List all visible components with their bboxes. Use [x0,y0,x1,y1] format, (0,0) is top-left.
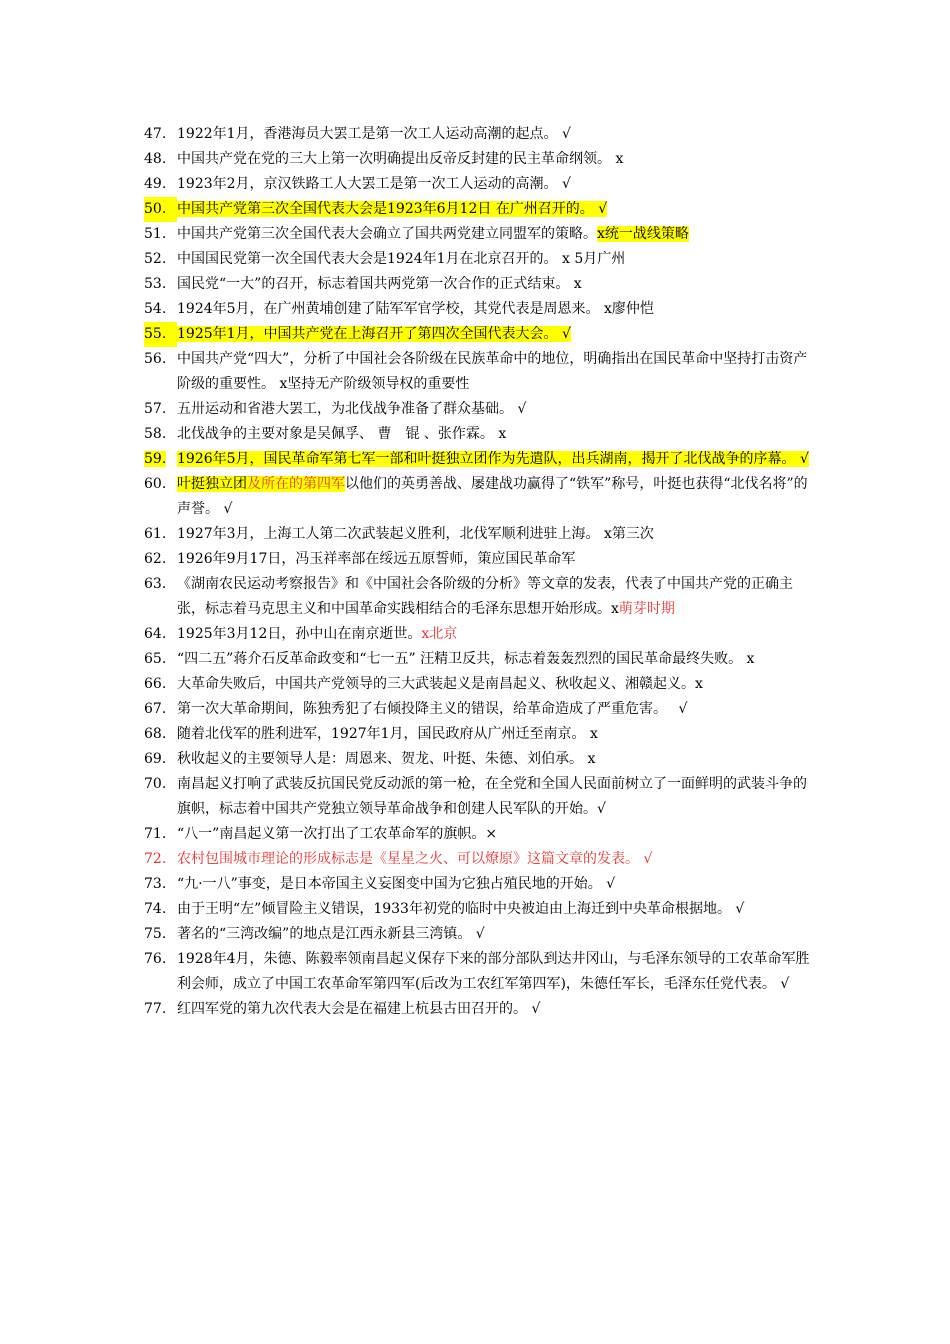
item-text-highlighted: 1926年5月，国民革命军第七军一部和叶挺独立团作为先遣队，出兵湖南，揭开了北伐战争的序幕。 √ [177,451,809,467]
item-number: 60. [144,476,167,492]
list-item [144,247,814,272]
list-item [144,272,814,297]
list-item-highlighted [144,197,814,222]
item-number: 77. [144,1001,167,1017]
item-text: 随着北伐军的胜利进军，1927年1月，国民政府从广州迁至南京。 x [177,726,598,742]
list-item [144,222,814,247]
list-item [144,522,814,547]
list-item [144,872,814,897]
item-note-red: 萌芽时期 [618,601,675,617]
item-note-red: x北京 [421,626,458,642]
item-number: 75. [144,926,167,942]
item-text: 1924年5月，在广州黄埔创建了陆军军官学校，其党代表是周恩来。 x廖仲恺 [177,301,654,317]
item-number: 76. [144,951,167,967]
item-number: 68. [144,726,167,742]
list-item [144,722,814,747]
list-item [144,397,814,422]
item-text: 1923年2月，京汉铁路工人大罢工是第一次工人运动的高潮。 √ [177,176,571,192]
list-item [144,472,814,522]
item-number: 52. [144,251,167,267]
question-list [144,122,814,1022]
item-text: 1922年1月，香港海员大罢工是第一次工人运动高潮的起点。 √ [177,126,571,142]
list-item [144,147,814,172]
item-number: 54. [144,301,167,317]
item-text: 第一次大革命期间，陈独秀犯了右倾投降主义的错误，给革命造成了严重危害。 √ [177,701,688,717]
item-number: 53. [144,276,167,292]
item-number: 70. [144,776,167,792]
item-text: 1926年9月17日，冯玉祥率部在绥远五原誓师，策应国民革命军 [177,551,576,567]
item-text: “八一”南昌起义第一次打出了工农革命军的旗帜。× [177,826,498,842]
item-text: 《湖南农民运动考察报告》和《中国社会各阶级的分析》等文章的发表，代表了中国共产党的正确主张，标志着马克思主义和中国革命实践相结合的毛泽东思想开始形成。x [177,576,793,617]
item-number: 73. [144,876,167,892]
item-text: 北伐战争的主要对象是吴佩孚、 曹 锟 、张作霖。 x [177,426,507,442]
item-number: 62. [144,551,167,567]
item-number: 71. [144,826,167,842]
list-item [144,172,814,197]
item-number: 47. [144,126,167,142]
item-text: 著名的“三湾改编”的地点是江西永新县三湾镇。 √ [177,926,485,942]
item-number: 50. [144,197,177,222]
list-item [144,697,814,722]
list-item [144,647,814,672]
item-text-red-highlighted: 及所在的第四军 [247,476,345,492]
list-item [144,747,814,772]
list-item-highlighted [144,322,814,347]
item-text: 以他们的英勇善战、屡建战功赢得了“铁军”称号，叶挺也获得“北伐名将”的声誉。 √ [177,476,808,517]
item-number: 57. [144,401,167,417]
list-item [144,997,814,1022]
item-text: 中国国民党第一次全国代表大会是1924年1月在北京召开的。 x 5月广州 [177,251,626,267]
list-item [144,897,814,922]
item-text: 秋收起义的主要领导人是：周恩来、贺龙、叶挺、朱德、刘伯承。 x [177,751,596,767]
item-number: 48. [144,151,167,167]
item-text-red: 农村包围城市理论的形成标志是《星星之火、可以燎原》这篇文章的发表。 √ [177,851,653,867]
item-number: 49. [144,176,167,192]
item-text: 1925年3月12日，孙中山在南京逝世。 [177,626,422,642]
item-note-highlighted: x统一战线策略 [597,226,689,242]
item-text: 中国共产党“四大”，分析了中国社会各阶级在民族革命中的地位，明确指出在国民革命中坚持打击资产阶级的重要性。 x坚持无产阶级领导权的重要性 [177,351,808,392]
item-number: 65. [144,651,167,667]
item-number: 66. [144,676,167,692]
item-number: 56. [144,351,167,367]
item-number: 72. [144,851,167,867]
item-number: 55. [144,322,177,347]
item-number: 58. [144,426,167,442]
list-item [144,347,814,397]
list-item [144,672,814,697]
list-item [144,422,814,447]
list-item [144,122,814,147]
list-item [144,622,814,647]
item-text: “四二五”蒋介石反革命政变和“七一五” 汪精卫反共，标志着轰轰烈烈的国民革命最终失败。 x [177,651,755,667]
item-text: 大革命失败后，中国共产党领导的三大武装起义是南昌起义、秋收起义、湘赣起义。x [177,676,703,692]
list-item-highlighted [144,447,814,472]
list-item [144,297,814,322]
item-text-highlighted: 叶挺独立团 [177,476,247,492]
item-text: 国民党“一大”的召开，标志着国共两党第一次合作的正式结束。 x [177,276,582,292]
item-text: 1928年4月，朱德、陈毅率领南昌起义保存下来的部分部队到达井冈山，与毛泽东领导的工农革命军胜利会师，成立了中国工农革命军第四军(后改为工农红军第四军)，朱德任军长，毛泽东任党代表。 √ [177,951,810,992]
item-number: 59. [144,451,167,467]
item-number: 63. [144,576,167,592]
item-text: 由于王明“左”倾冒险主义错误，1933年初党的临时中央被迫由上海迁到中央革命根据地。 √ [177,901,745,917]
list-item [144,772,814,822]
list-item [144,947,814,997]
item-number: 69. [144,751,167,767]
list-item [144,572,814,622]
list-item [144,822,814,847]
list-item [144,547,814,572]
item-number: 67. [144,701,167,717]
item-number: 51. [144,226,167,242]
list-item-red [144,847,814,872]
item-number: 74. [144,901,167,917]
item-text: 中国共产党在党的三大上第一次明确提出反帝反封建的民主革命纲领。 x [177,151,624,167]
item-text: 1927年3月，上海工人第二次武装起义胜利，北伐军顺利进驻上海。 x第三次 [177,526,654,542]
item-text: 南昌起义打响了武装反抗国民党反动派的第一枪，在全党和全国人民面前树立了一面鲜明的武装斗争的旗帜，标志着中国共产党独立领导革命战争和创建人民军队的开始。√ [177,776,807,817]
list-item [144,922,814,947]
item-text-highlighted: 中国共产党第三次全国代表大会是1923年6月12日 在广州召开的。 √ [177,201,608,217]
item-text-highlighted: 1925年1月，中国共产党在上海召开了第四次全国代表大会。 √ [177,326,571,342]
item-text: “九·一八”事变，是日本帝国主义妄图变中国为它独占殖民地的开始。 √ [177,876,616,892]
item-text: 五卅运动和省港大罢工，为北伐战争准备了群众基础。 √ [177,401,527,417]
item-text: 中国共产党第三次全国代表大会确立了国共两党建立同盟军的策略。 [177,226,597,242]
item-number: 61. [144,526,167,542]
item-text: 红四军党的第九次代表大会是在福建上杭县古田召开的。 √ [177,1001,541,1017]
item-number: 64. [144,626,167,642]
